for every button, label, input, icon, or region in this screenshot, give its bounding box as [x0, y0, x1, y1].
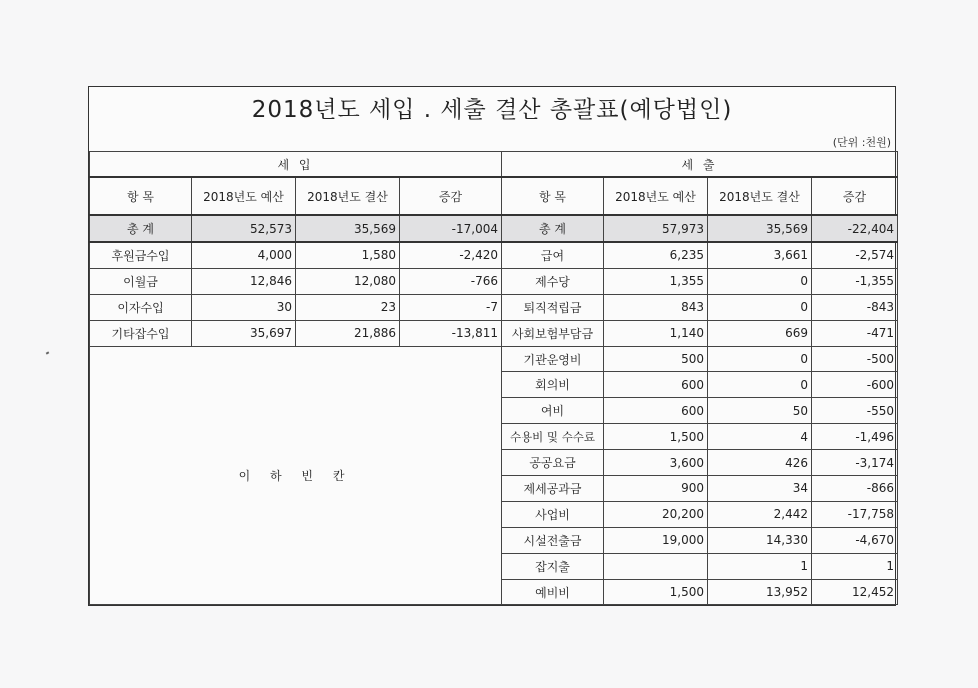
- revenue-budget-cell: 12,846: [192, 268, 296, 294]
- expense-diff-cell: -3,174: [812, 450, 898, 476]
- expense-settlement-cell: 4: [708, 424, 812, 450]
- revenue-item-cell: 기타잡수입: [90, 320, 192, 346]
- scan-speck: [46, 351, 50, 354]
- table-row: [90, 242, 898, 268]
- expense-total-budget: 57,973: [604, 215, 708, 242]
- expense-diff-cell: 1: [812, 553, 898, 579]
- expense-diff-cell: -4,670: [812, 527, 898, 553]
- expense-budget-cell: 3,600: [604, 450, 708, 476]
- expense-settlement-cell: 14,330: [708, 527, 812, 553]
- expense-settlement-cell: 2,442: [708, 501, 812, 527]
- expense-budget-cell: 1,140: [604, 320, 708, 346]
- expense-settlement-cell: 1: [708, 553, 812, 579]
- table-row: [90, 320, 898, 346]
- expense-settlement-cell: 50: [708, 398, 812, 424]
- revenue-total-settlement: 35,569: [296, 215, 400, 242]
- expense-settlement-cell: 0: [708, 268, 812, 294]
- revenue-budget-cell: 30: [192, 294, 296, 320]
- expense-item-cell: 급여: [502, 242, 604, 268]
- expense-item-cell: 수용비 및 수수료: [502, 424, 604, 450]
- expense-diff-cell: -500: [812, 346, 898, 372]
- revenue-diff-cell: -13,811: [400, 320, 502, 346]
- revenue-total-label: 총 계: [90, 215, 192, 242]
- revenue-settlement-cell: 23: [296, 294, 400, 320]
- expense-settlement-cell: 0: [708, 346, 812, 372]
- revenue-settlement-cell: 1,580: [296, 242, 400, 268]
- expense-item-cell: 제세공과금: [502, 476, 604, 502]
- section-row: [90, 152, 898, 178]
- expense-header-diff: 증감: [812, 177, 898, 215]
- expense-header-settlement: 2018년도 결산: [708, 177, 812, 215]
- table-row: [90, 294, 898, 320]
- expense-item-cell: 여비: [502, 398, 604, 424]
- expense-settlement-cell: 34: [708, 476, 812, 502]
- expense-item-cell: 시설전출금: [502, 527, 604, 553]
- expense-settlement-cell: 669: [708, 320, 812, 346]
- expense-budget-cell: 1,500: [604, 579, 708, 605]
- expense-diff-cell: -1,496: [812, 424, 898, 450]
- expense-diff-cell: -1,355: [812, 268, 898, 294]
- revenue-diff-cell: -2,420: [400, 242, 502, 268]
- expense-item-cell: 사회보험부담금: [502, 320, 604, 346]
- expense-diff-cell: -600: [812, 372, 898, 398]
- revenue-diff-cell: -766: [400, 268, 502, 294]
- expense-budget-cell: 1,500: [604, 424, 708, 450]
- revenue-item-cell: 이월금: [90, 268, 192, 294]
- revenue-header-settlement: 2018년도 결산: [296, 177, 400, 215]
- expense-total-label: 총 계: [502, 215, 604, 242]
- expense-item-cell: 회의비: [502, 372, 604, 398]
- expense-budget-cell: [604, 553, 708, 579]
- revenue-budget-cell: 4,000: [192, 242, 296, 268]
- expense-budget-cell: 900: [604, 476, 708, 502]
- expense-item-cell: 제수당: [502, 268, 604, 294]
- expense-budget-cell: 6,235: [604, 242, 708, 268]
- settlement-table: [89, 151, 898, 605]
- expense-section-header: 세 출: [502, 152, 898, 178]
- revenue-header-budget: 2018년도 예산: [192, 177, 296, 215]
- revenue-total-budget: 52,573: [192, 215, 296, 242]
- expense-diff-cell: -843: [812, 294, 898, 320]
- expense-header-budget: 2018년도 예산: [604, 177, 708, 215]
- expense-item-cell: 퇴직적립금: [502, 294, 604, 320]
- expense-diff-cell: -550: [812, 398, 898, 424]
- expense-item-cell: 예비비: [502, 579, 604, 605]
- expense-budget-cell: 20,200: [604, 501, 708, 527]
- expense-diff-cell: -2,574: [812, 242, 898, 268]
- revenue-blank-note: 이 하 빈 칸: [90, 346, 502, 605]
- expense-item-cell: 잡지출: [502, 553, 604, 579]
- table-body: [90, 152, 898, 605]
- expense-budget-cell: 1,355: [604, 268, 708, 294]
- expense-header-item: 항 목: [502, 177, 604, 215]
- total-row: [90, 215, 898, 242]
- expense-total-diff: -22,404: [812, 215, 898, 242]
- revenue-settlement-cell: 12,080: [296, 268, 400, 294]
- expense-settlement-cell: 13,952: [708, 579, 812, 605]
- expense-budget-cell: 843: [604, 294, 708, 320]
- expense-item-cell: 공공요금: [502, 450, 604, 476]
- revenue-total-diff: -17,004: [400, 215, 502, 242]
- expense-item-cell: 기관운영비: [502, 346, 604, 372]
- revenue-budget-cell: 35,697: [192, 320, 296, 346]
- expense-settlement-cell: 0: [708, 294, 812, 320]
- summary-sheet: [88, 86, 896, 606]
- expense-total-settlement: 35,569: [708, 215, 812, 242]
- revenue-section-header: 세 입: [90, 152, 502, 178]
- revenue-header-diff: 증감: [400, 177, 502, 215]
- revenue-diff-cell: -7: [400, 294, 502, 320]
- expense-budget-cell: 600: [604, 372, 708, 398]
- expense-settlement-cell: 426: [708, 450, 812, 476]
- expense-settlement-cell: 3,661: [708, 242, 812, 268]
- expense-settlement-cell: 0: [708, 372, 812, 398]
- document-title: 2018년도 세입 . 세출 결산 총괄표(예당법인): [251, 97, 733, 123]
- revenue-item-cell: 후원금수입: [90, 242, 192, 268]
- table-row: [90, 268, 898, 294]
- column-header-row: [90, 177, 898, 215]
- table-row: [90, 346, 898, 372]
- expense-diff-cell: -17,758: [812, 501, 898, 527]
- expense-diff-cell: 12,452: [812, 579, 898, 605]
- expense-budget-cell: 500: [604, 346, 708, 372]
- expense-diff-cell: -866: [812, 476, 898, 502]
- expense-budget-cell: 19,000: [604, 527, 708, 553]
- unit-label: (단위 :천원): [832, 136, 891, 149]
- revenue-item-cell: 이자수입: [90, 294, 192, 320]
- expense-item-cell: 사업비: [502, 501, 604, 527]
- revenue-settlement-cell: 21,886: [296, 320, 400, 346]
- expense-diff-cell: -471: [812, 320, 898, 346]
- revenue-header-item: 항 목: [90, 177, 192, 215]
- expense-budget-cell: 600: [604, 398, 708, 424]
